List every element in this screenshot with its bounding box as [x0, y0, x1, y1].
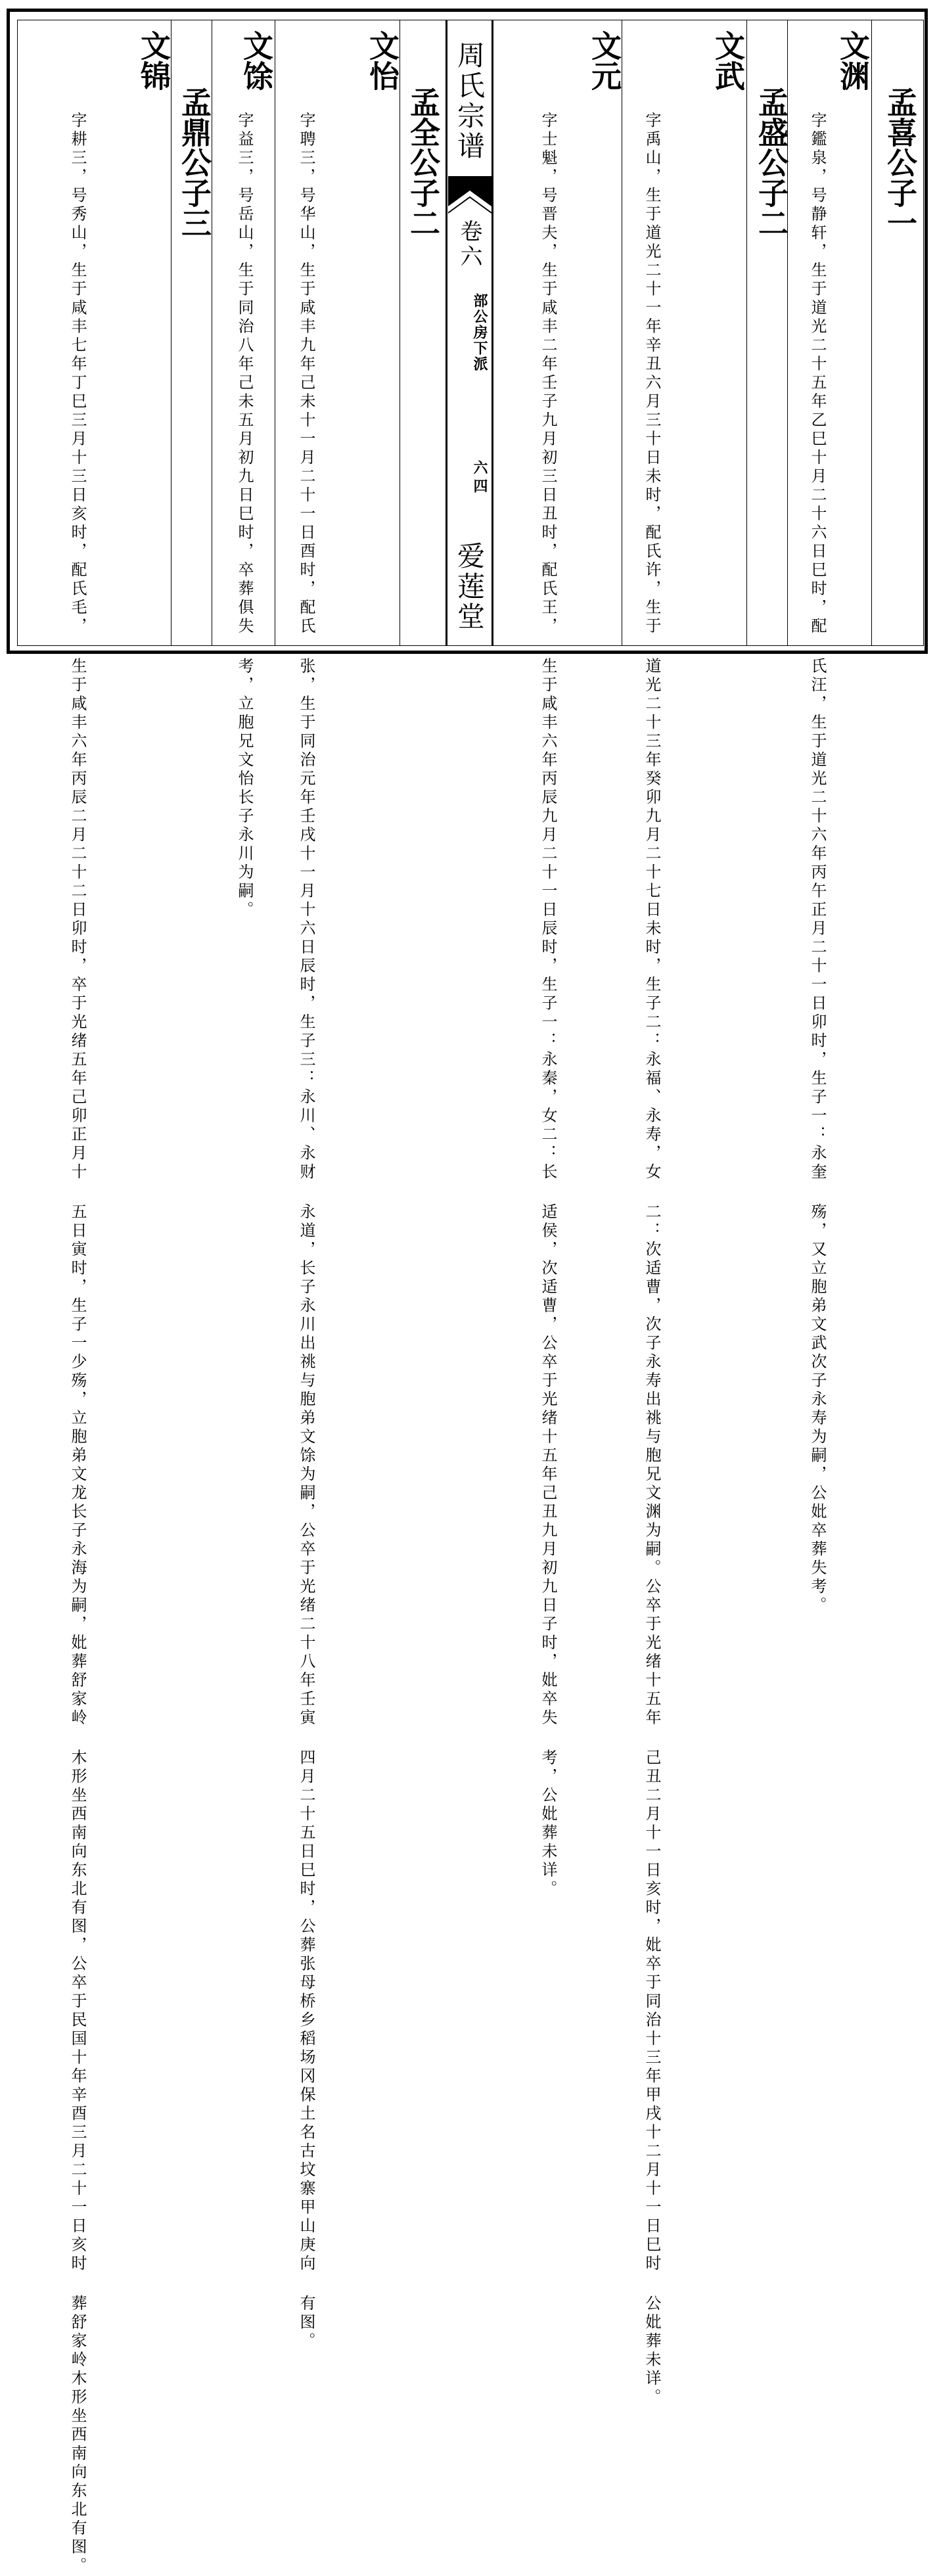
spine-right-border: [491, 20, 493, 646]
person-name: 文元: [587, 30, 622, 91]
section-heading: 孟盛公子二: [754, 87, 789, 238]
person-bio: 字益三，号岳山，生于同治八年己未五月初九日巳时，卒葬俱失 考，立胞兄文怡长子永川为嗣。: [235, 112, 254, 920]
branch-label: 部公房下派: [471, 293, 488, 372]
section-heading: 孟鼎公子三: [177, 87, 212, 238]
person-name: 文锦: [136, 30, 171, 91]
person-bio: 字禹山，生于道光二十一年辛丑六月三十日未时，配氏许，生于 道光二十三年癸卯九月二十七日未时，生子二：永福、永寿，女 二：次适曹，次子永寿出祧与胞兄文渊为嗣。公卒于光绪十五年 己丑二月十一日亥时，妣卒于同治十三年甲戌十二月十一日巳时 公妣葬未详。: [643, 112, 661, 2407]
fish-tail-mark: [448, 176, 491, 217]
person-name: 文怡: [365, 30, 400, 91]
person-name: 文武: [710, 30, 746, 91]
person-bio: 字聘三，号华山，生于咸丰九年己未十一月二十一日酉时，配氏 张，生于同治元年壬戌十一月十六日辰时，生子三：永川、永财 永道，长子永川出祧与胞弟文馀为嗣，公卒于光绪二十八年壬寅 四月二十五日巳时，公葬张母桥乡稻场冈保土名古坟寨甲山庚向 有图。: [297, 112, 315, 2351]
spine-left-border: [446, 20, 447, 646]
column-divider: [871, 20, 872, 646]
column-divider: [746, 20, 747, 646]
genealogy-title: 周氏宗谱: [453, 41, 486, 162]
person-name: 文馀: [239, 30, 274, 91]
section-heading: 孟全公子二: [405, 87, 441, 238]
person-name: 文渊: [835, 30, 871, 91]
person-bio: 字士魁，号晋夫，生于咸丰二年壬子九月初三日丑时，配氏王， 生于咸丰六年丙辰九月二十一日辰时，生子一：永秦，女二：长 适侯，次适曹，公卒于光绪十五年己丑九月初九日子时，妣卒失 考，公妣葬未详。: [539, 112, 557, 1899]
volume-label: 卷六: [456, 219, 482, 269]
person-bio: 字耕三，号秀山，生于咸丰七年丁巳三月十三日亥时，配氏毛， 生于咸丰六年丙辰二月二十二日卯时，卒于光绪五年己卯正月十 五日寅时，生子一少殇，立胞弟文龙长子永海为嗣，妣葬舒家岭 木形坐西南向东北有图，公卒于民国十年辛酉三月二十一日亥时 葬舒家岭木形坐西南向东北有图。: [68, 112, 87, 2576]
page-number: 六四: [471, 460, 488, 497]
hall-name: 爱莲堂: [453, 541, 486, 632]
person-bio: 字鑑泉，号静轩，生于道光二十五年乙巳十月二十六日巳时，配 氏汪，生于道光二十六年丙午正月二十一日卯时，生子一：永奎 殇，又立胞弟文武次子永寿为嗣，公妣卒葬失考。: [808, 112, 827, 1615]
section-heading: 孟喜公子一: [882, 87, 918, 238]
